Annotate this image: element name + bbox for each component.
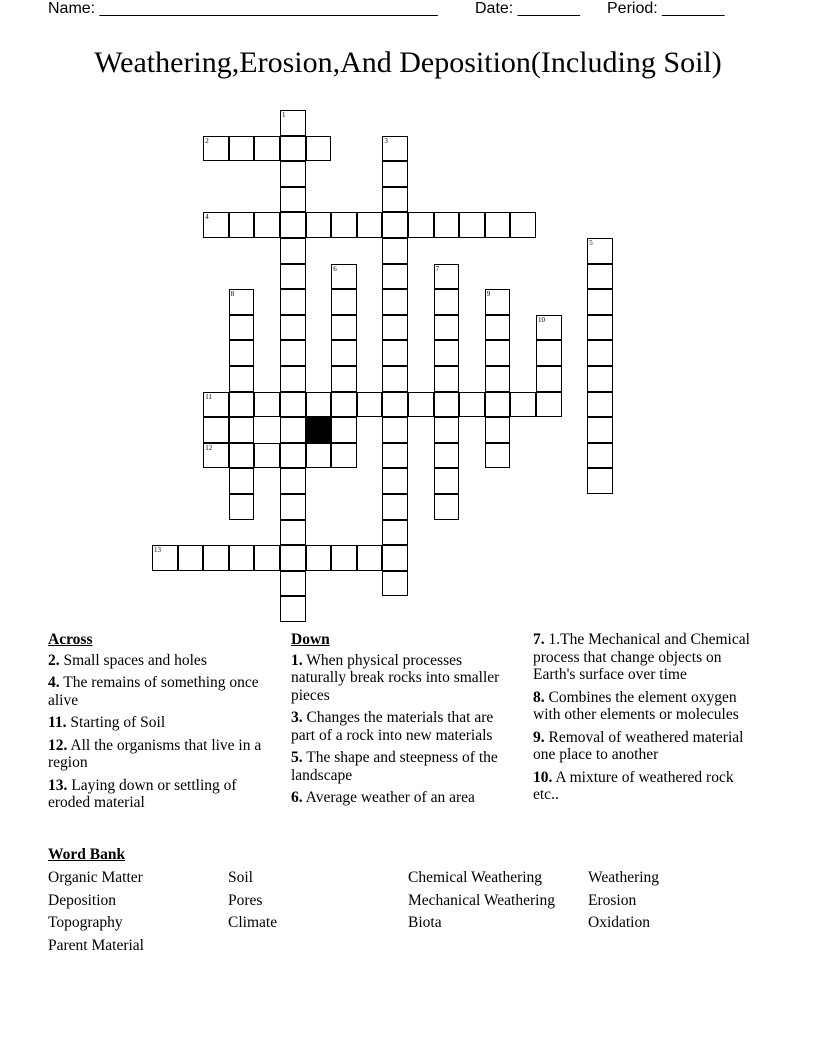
grid-cell[interactable] [587,417,613,443]
grid-cell[interactable] [382,238,408,264]
word-bank-word: Mechanical Weathering [408,891,555,909]
clue-number: 2. [48,651,60,669]
grid-cell[interactable] [203,417,229,443]
grid-cell[interactable] [587,468,613,494]
grid-cell[interactable] [229,212,255,238]
grid-cell[interactable] [485,443,511,469]
clue-number: 8. [533,688,545,706]
grid-cell[interactable] [536,340,562,366]
word-bank-word: Organic Matter [48,869,143,886]
grid-cell[interactable] [587,315,613,341]
cell-number: 10 [538,315,545,324]
word-bank-word: Topography [48,914,123,932]
grid-cell[interactable] [331,366,357,392]
cell-number: 6 [333,264,337,273]
word-bank-word: Chemical Weathering [408,869,543,886]
grid-cell[interactable] [382,187,408,213]
grid-cell[interactable] [229,340,255,366]
down-clues-continued [533,631,761,809]
clue-item [291,652,511,705]
grid-cell[interactable] [280,110,306,136]
grid-cell[interactable] [536,315,562,341]
clue-number: 7. [533,631,545,648]
grid-cell[interactable] [280,571,306,597]
grid-cell[interactable] [280,596,306,622]
clue-item [533,729,761,764]
grid-cell[interactable] [306,212,332,238]
grid-cell[interactable] [280,366,306,392]
grid-cell[interactable] [485,289,511,315]
clue-item [291,709,511,744]
grid-cell[interactable] [306,443,332,469]
cell-number: 2 [205,136,209,145]
cell-number: 13 [154,546,161,555]
grid-cell[interactable] [382,417,408,443]
grid-cell[interactable] [331,340,357,366]
grid-cell[interactable] [408,212,434,238]
clue-item [48,714,273,732]
clue-item [291,749,511,784]
grid-cell[interactable] [229,417,255,443]
grid-cell[interactable] [382,392,408,418]
grid-cell[interactable] [331,264,357,290]
across-clues [48,631,273,817]
grid-cell[interactable] [280,187,306,213]
clue-text: A mixture of weathered rock etc.. [533,768,734,803]
clue-number: 5. [291,749,303,766]
down-clues [291,631,511,812]
grid-cell[interactable] [459,212,485,238]
grid-cell[interactable] [280,494,306,520]
grid-cell[interactable] [331,392,357,418]
clue-text: Combines the element oxygen with other elements or molecules [533,688,739,723]
grid-cell[interactable] [254,212,280,238]
cell-number: 11 [205,392,212,401]
grid-cell[interactable] [587,264,613,290]
grid-cell[interactable] [485,340,511,366]
grid-cell[interactable] [331,315,357,341]
page-title: Weathering,Erosion,And Deposition(Including Soil) [94,46,722,79]
word-bank-word: Climate [228,914,278,932]
grid-cell[interactable] [382,443,408,469]
grid-cell[interactable] [587,443,613,469]
grid-cell[interactable] [280,289,306,315]
clue-item [48,777,273,812]
grid-cell[interactable] [434,264,460,290]
clue-item [48,737,273,772]
grid-cell[interactable] [280,315,306,341]
clue-number: 13. [48,776,68,794]
grid-cell[interactable] [434,289,460,315]
name-field: Name: ______________________________________ [48,0,438,17]
clue-number: 9. [533,728,545,746]
grid-cell[interactable] [203,443,229,469]
clue-number: 11. [48,714,67,731]
grid-cell[interactable] [280,392,306,418]
grid-cell[interactable] [229,315,255,341]
grid-cell[interactable] [587,340,613,366]
grid-cell[interactable] [331,545,357,571]
cell-number: 9 [486,290,491,299]
grid-cell[interactable] [254,136,280,162]
grid-cell[interactable] [434,494,460,520]
grid-cell[interactable] [331,289,357,315]
grid-cell[interactable] [280,417,306,443]
grid-cell[interactable] [485,212,511,238]
grid-cell[interactable] [485,315,511,341]
grid-cell[interactable] [434,340,460,366]
clue-text: The shape and steepness of the landscape [291,749,498,784]
grid-cell[interactable] [331,212,357,238]
grid-cell[interactable] [382,161,408,187]
word-bank-word: Oxidation [588,914,650,932]
down-heading: Down [291,631,330,648]
grid-cell[interactable] [203,136,229,162]
grid-cell[interactable] [229,468,255,494]
grid-cell[interactable] [587,289,613,315]
grid-cell[interactable] [280,468,306,494]
clue-text: When physical processes naturally break rocks into smaller pieces [291,651,500,704]
grid-cell[interactable] [382,289,408,315]
grid-cell[interactable] [306,136,332,162]
grid-cell[interactable] [485,417,511,443]
grid-cell[interactable] [306,392,332,418]
grid-cell[interactable] [203,392,229,418]
grid-cell[interactable] [357,212,383,238]
grid-cell[interactable] [280,212,306,238]
clue-number: 4. [48,674,60,691]
grid-cell[interactable] [434,212,460,238]
grid-cell[interactable] [434,366,460,392]
grid-cell[interactable] [382,571,408,597]
grid-cell[interactable] [587,392,613,418]
cell-number: 12 [205,443,213,452]
cell-number: 4 [205,213,209,222]
clue-number: 6. [291,789,303,806]
clue-item [533,689,761,724]
grid-cell[interactable] [229,443,255,469]
grid-cell[interactable] [280,161,306,187]
grid-cell[interactable] [382,520,408,546]
grid-cell[interactable] [229,545,255,571]
grid-cell[interactable] [536,366,562,392]
grid-cell[interactable] [382,315,408,341]
grid-cell[interactable] [382,340,408,366]
grid-cell[interactable] [587,238,613,264]
clue-item [48,674,273,709]
date-field: Date: _______ [475,0,580,17]
grid-cell[interactable] [178,545,204,571]
clue-text: Small spaces and holes [59,651,207,669]
grid-cell[interactable] [229,392,255,418]
grid-cell[interactable] [434,392,460,418]
cell-number: 7 [435,264,440,273]
grid-cell[interactable] [280,520,306,546]
grid-cell[interactable] [280,136,306,162]
clue-number: 12. [48,736,68,754]
clue-number: 1. [291,651,303,669]
grid-cell[interactable] [254,392,280,418]
grid-cell[interactable] [382,366,408,392]
grid-cell[interactable] [229,494,255,520]
grid-cell[interactable] [229,289,255,315]
grid-cell[interactable] [459,392,485,418]
grid-cell[interactable] [280,340,306,366]
clue-text: 1.The Mechanical and Chemical process that change objects on Earth's surface over time [533,631,750,683]
clue-text: The remains of something once alive [48,674,259,709]
grid-cell[interactable] [382,264,408,290]
grid-cell[interactable] [280,443,306,469]
word-bank-word: Deposition [48,891,117,909]
grid-cell[interactable] [434,443,460,469]
grid-cell[interactable] [254,443,280,469]
clue-text: Removal of weathered material one place to another [533,728,744,763]
grid-cell[interactable] [485,392,511,418]
grid-cell[interactable] [280,264,306,290]
grid-cell[interactable] [434,315,460,341]
grid-cell[interactable] [280,545,306,571]
grid-cell[interactable] [357,392,383,418]
word-bank-word: Parent Material [48,937,144,955]
clue-number: 10. [533,768,553,786]
clue-text: Changes the materials that are part of a rock into new materials [291,709,494,744]
clue-item [533,769,761,804]
grid-cell[interactable] [510,212,536,238]
grid-cell[interactable] [382,545,408,571]
grid-cell[interactable] [280,238,306,264]
clue-text: All the organisms that live in a region [48,736,262,771]
grid-cell[interactable] [306,545,332,571]
black-cell [306,417,332,443]
grid-cell[interactable] [331,443,357,469]
word-bank-word: Pores [228,891,263,909]
cell-number: 5 [589,239,593,247]
word-bank-word: Biota [408,914,442,932]
grid-cell[interactable] [331,417,357,443]
period-field: Period: _______ [607,0,725,17]
grid-cell[interactable] [254,545,280,571]
grid-cell[interactable] [203,212,229,238]
clue-item [48,652,273,670]
grid-cell[interactable] [152,545,178,571]
grid-cell[interactable] [536,392,562,418]
clue-number: 3. [291,709,303,726]
grid-cell[interactable] [510,392,536,418]
grid-cell[interactable] [382,212,408,238]
grid-cell[interactable] [357,545,383,571]
grid-cell[interactable] [434,468,460,494]
word-bank-word: Weathering [588,869,660,886]
grid-cell[interactable] [382,468,408,494]
cell-number: 3 [384,136,388,145]
grid-cell[interactable] [485,366,511,392]
clue-item [291,789,511,807]
grid-cell[interactable] [434,417,460,443]
word-bank-word: Erosion [588,891,637,909]
clue-text: Laying down or settling of eroded material [48,776,237,811]
word-bank-title: Word Bank [48,846,126,863]
clue-text: Starting of Soil [66,714,166,731]
grid-cell[interactable] [408,392,434,418]
word-bank-word: Soil [228,869,253,886]
grid-cell[interactable] [229,136,255,162]
grid-cell[interactable] [587,366,613,392]
clue-text: Average weather of an area [302,789,475,806]
cell-number: 1 [282,111,286,119]
clue-item [533,631,761,684]
across-heading: Across [48,631,93,648]
grid-cell[interactable] [382,136,408,162]
grid-cell[interactable] [229,366,255,392]
grid-cell[interactable] [382,494,408,520]
grid-cell[interactable] [203,545,229,571]
cell-number: 8 [230,290,235,299]
